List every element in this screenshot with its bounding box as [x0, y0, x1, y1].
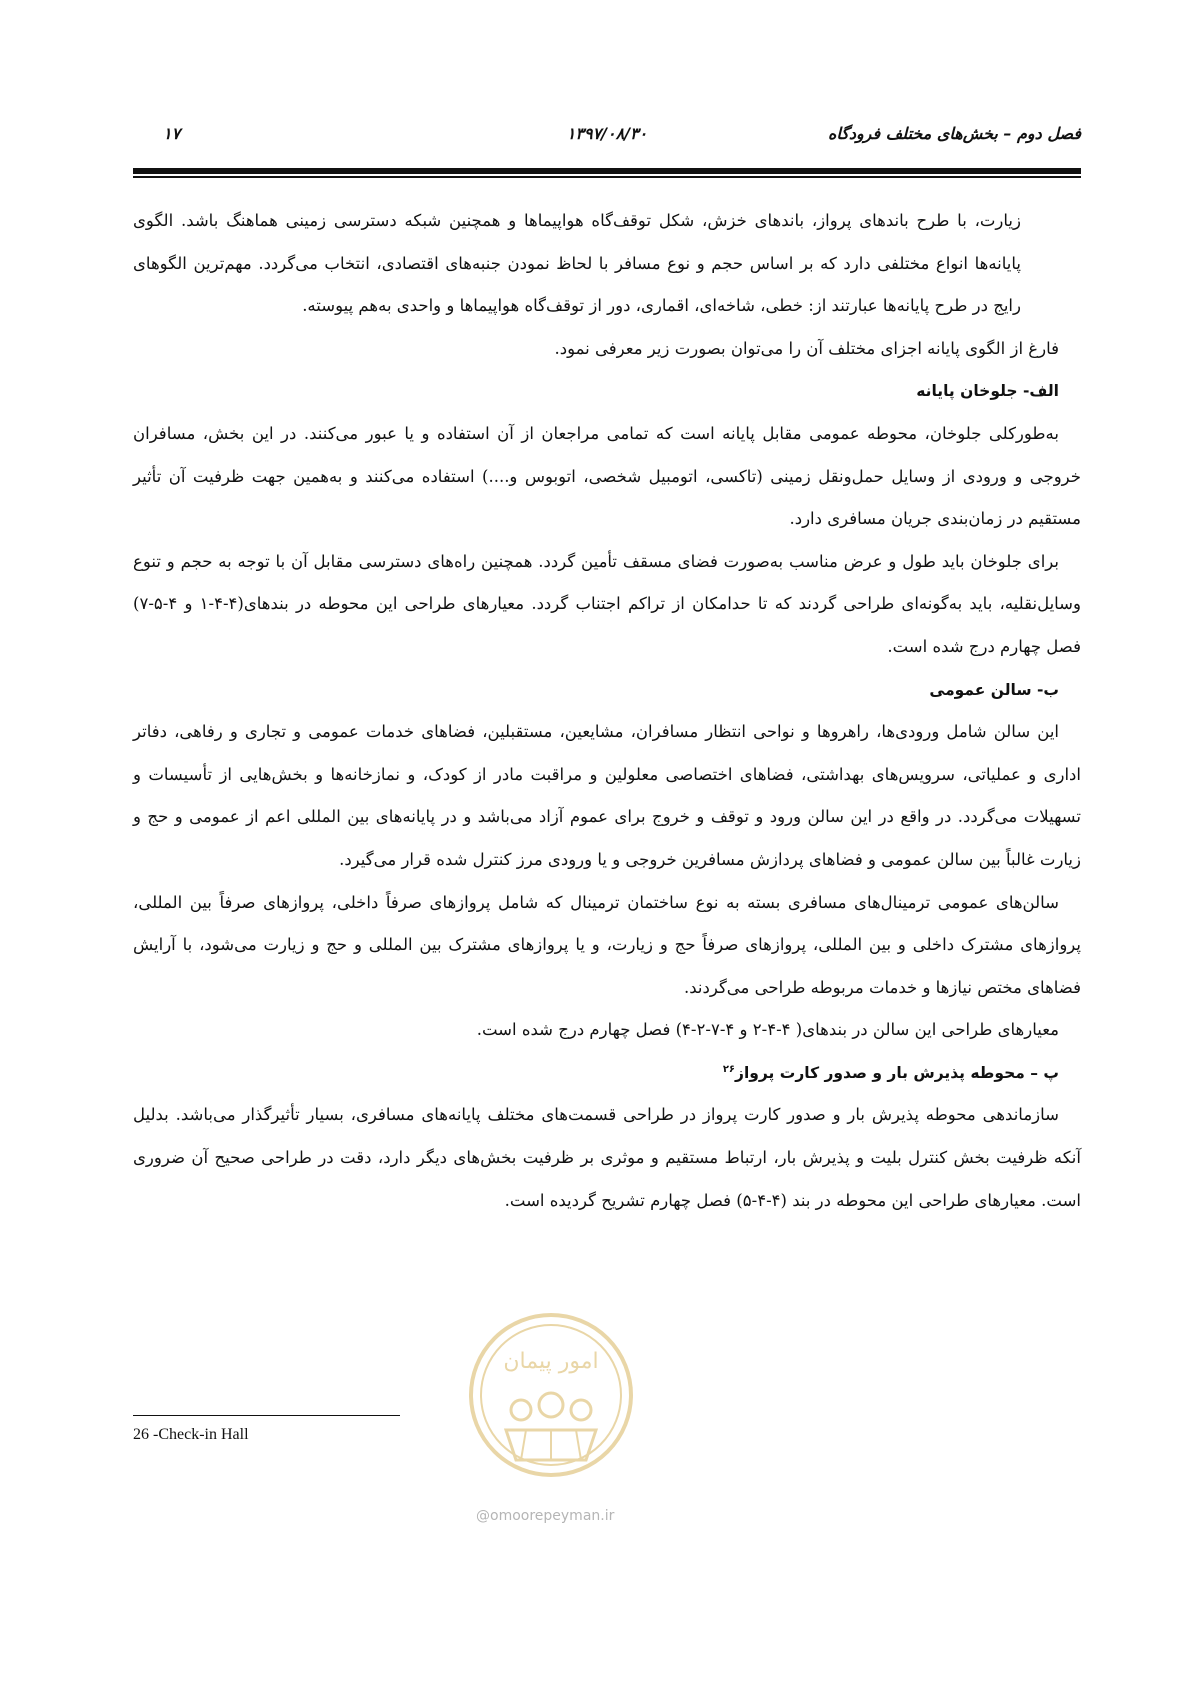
watermark-logo-text: امور پیمان [503, 1349, 599, 1374]
paragraph: برای جلوخان باید طول و عرض مناسب به‌صورت فضای مسقف تأمین گردد. همچنین راه‌های دسترسی مقابل آن با توجه به حجم و تنوع وسایل‌نقلیه، باید به‌گونه‌ای طراحی گردند که تا حدامکان از تراکم اجتناب گردد. معیارهای طراحی این محوطه در بندهای(۴-۴-۱ و ۴-۵-۷) فصل چهارم درج شده است. [133, 551, 1081, 656]
header-rule-thick [133, 168, 1081, 174]
paragraph: این سالن شامل ورودی‌ها، راهروها و نواحی انتظار مسافران، مشایعین، مستقبلین، فضاهای خدمات عمومی و تجاری و رفاهی، دفاتر اداری و عملیاتی، سرویس‌های بهداشتی، فضاهای اختصاصی معلولین و مراقبت مادر از کودک، و نمازخانه‌ها و بخش‌هایی از تأسیسات و تسهیلات می‌گردد. در واقع در این سالن ورود و توقف و خروج برای عموم آزاد می‌باشد و در پایانه‌های بین المللی اعم از عمومی و حج و زیارت غالباً بین سالن عمومی و فضاهای پردازش مسافرین خروجی و یا ورودی مرز کنترل شده قرار می‌گیرد. [133, 722, 1081, 869]
chapter-title: فصل دوم – بخش‌های مختلف فرودگاه [827, 124, 1081, 143]
footnote-rule [133, 1415, 400, 1416]
header-date: ۱۳۹۷/۰۸/۳۰ [566, 124, 648, 143]
footnote: 26 -Check-in Hall [133, 1426, 249, 1443]
paragraph: سالن‌های عمومی ترمینال‌های مسافری بسته به نوع ساختمان ترمینال که شامل پروازهای صرفاً داخلی، پروازهای صرفاً بین المللی، پروازهای مشترک داخلی و بین المللی، پروازهای صرفاً حج و زیارت، و یا پروازهای مشترک بین المللی و حج و زیارت می‌شود، با آرایش فضاهای مختص نیازها و خدمات مربوطه طراحی می‌گردند. [133, 892, 1081, 997]
paragraph: زیارت، با طرح باندهای پرواز، باندهای خزش، شکل توقف‌گاه هواپیماها و همچنین شبکه دسترسی زمینی هماهنگ باشد. الگوی پایانه‌ها انواع مختلفی دارد که بر اساس حجم و نوع مسافر با لحاظ نمودن جنبه‌های اقتصادی، انتخاب می‌گردد. مهم‌ترین الگوهای رایج در طرح پایانه‌ها عبارتند از: خطی، شاخه‌ای، اقماری، دور از توقف‌گاه هواپیماها و واحدی به‌هم پیوسته. [133, 211, 1021, 316]
section-heading [133, 1052, 1081, 1095]
header-rule-thin [133, 176, 1081, 178]
paragraph: سازماندهی محوطه پذیرش بار و صدور کارت پرواز در طراحی قسمت‌های مختلف پایانه‌های مسافری، بسیار تأثیرگذار می‌باشد. بدلیل آنکه ظرفیت بخش کنترل بلیت و پذیرش بار، ارتباط مستقیم و موثری بر ظرفیت بخش‌های دیگر دارد، دقت در طراحی صحیح آن ضروری است. معیارهای طراحی این محوطه در بند (۴-۴-۵) فصل چهارم تشریح گردیده است. [133, 1105, 1081, 1210]
intro-block [133, 200, 1081, 328]
page-number: ۱۷ [163, 124, 181, 143]
watermark-site: @omoorepeyman.ir [476, 1508, 615, 1524]
paragraph: معیارهای طراحی این سالن در بندهای( ۴-۴-۲ و ۴-۷-۲-۴) فصل چهارم درج شده است. [476, 1020, 1059, 1040]
section-heading-text: پ – محوطه پذیرش بار و صدور کارت پرواز [735, 1063, 1059, 1082]
watermark-logo [466, 1310, 636, 1480]
paragraph: به‌طورکلی جلوخان، محوطه عمومی مقابل پایانه است که تمامی مراجعان از آن استفاده و یا عبور می‌کنند. در این بخش، مسافران خروجی و ورودی از وسایل حمل‌ونقل زمینی (تاکسی، اتومبیل شخصی، اتوبوس و....) استفاده می‌کنند و به‌همین جهت ظرفیت آن تأثیر مستقیم در زمان‌بندی جریان مسافری دارد. [133, 423, 1081, 529]
page-header [133, 118, 1081, 152]
page-body [133, 200, 1081, 1222]
paragraph: فارغ از الگوی پایانه اجزای مختلف آن را می‌توان بصورت زیر معرفی نمود. [554, 338, 1059, 358]
section-heading: ب- سالن عمومی [929, 680, 1059, 699]
footnote-reference[interactable]: ۲۶ [722, 1063, 736, 1075]
section-heading: الف- جلوخان پایانه [916, 382, 1059, 401]
